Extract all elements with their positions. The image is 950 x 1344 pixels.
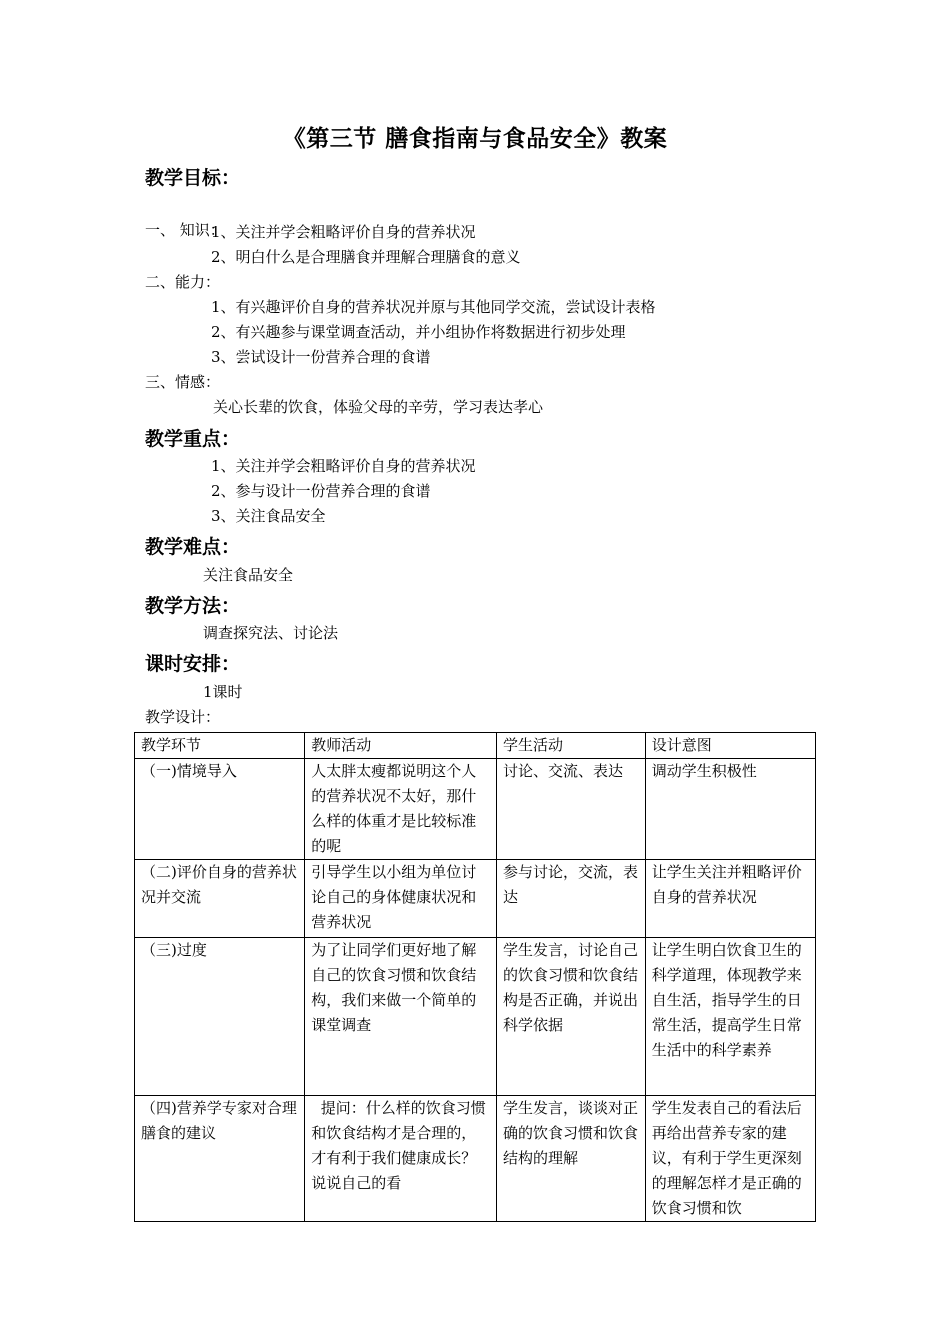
key-point-item: 3、关注食品安全 bbox=[211, 507, 326, 525]
table-cell: 提问：什么样的饮食习惯和饮食结构才是合理的，才有利于我们健康成长？说说自己的看 bbox=[305, 1096, 497, 1222]
table-cell: 让学生明白饮食卫生的科学道理，体现教学来自生活，指导学生的日常生活，提高学生日常生活中的科学素养 bbox=[645, 938, 815, 1096]
table-row bbox=[135, 860, 816, 938]
table-cell: （三)过度 bbox=[135, 938, 305, 1096]
methods-text: 调查探究法、讨论法 bbox=[203, 624, 339, 642]
table-cell: 参与讨论，交流，表达 bbox=[497, 860, 646, 938]
document-title: 《第三节 膳食指南与食品安全》教案 bbox=[282, 126, 668, 152]
table-cell: （二)评价自身的营养状况并交流 bbox=[135, 860, 305, 938]
table-cell: 讨论、交流、表达 bbox=[497, 759, 646, 860]
ability-item: 3、尝试设计一份营养合理的食谱 bbox=[211, 348, 431, 366]
key-point-item: 2、参与设计一份营养合理的食谱 bbox=[211, 482, 431, 500]
emotion-label: 三、情感： bbox=[145, 373, 221, 391]
design-label: 教学设计： bbox=[145, 708, 221, 726]
methods-heading: 教学方法： bbox=[145, 595, 241, 617]
difficulties-heading: 教学难点： bbox=[145, 536, 241, 558]
table-row bbox=[135, 938, 816, 1096]
table-cell: 学生发言，谈谈对正确的饮食习惯和饮食结构的理解 bbox=[497, 1096, 646, 1222]
table-cell: （四)营养学专家对合理膳食的建议 bbox=[135, 1096, 305, 1222]
ability-item: 2、有兴趣参与课堂调查活动，并小组协作将数据进行初步处理 bbox=[211, 323, 626, 341]
key-point-item: 1、关注并学会粗略评价自身的营养状况 bbox=[211, 457, 476, 475]
difficulties-text: 关注食品安全 bbox=[203, 566, 294, 584]
table-cell: 为了让同学们更好地了解自己的饮食习惯和饮食结构，我们来做一个简单的课堂调查 bbox=[305, 938, 497, 1096]
table-cell: 让学生关注并粗略评价自身的营养状况 bbox=[645, 860, 815, 938]
table-cell: 引导学生以小组为单位讨论自己的身体健康状况和营养状况 bbox=[305, 860, 497, 938]
schedule-text: 1课时 bbox=[203, 683, 243, 701]
table-cell: 学生发表自己的看法后再给出营养专家的建议，有利于学生更深刻的理解怎样才是正确的饮食习惯和饮 bbox=[645, 1096, 815, 1222]
table-cell: 人太胖太瘦都说明这个人的营养状况不太好，那什么样的体重才是比较标准的呢 bbox=[305, 759, 497, 860]
header-cell: 教师活动 bbox=[305, 733, 497, 759]
table-row bbox=[135, 1096, 816, 1222]
table-header-row bbox=[135, 733, 816, 759]
table-row bbox=[135, 759, 816, 860]
ability-label: 二、能力： bbox=[145, 273, 221, 291]
teaching-design-table bbox=[134, 732, 816, 1222]
table-cell: （一)情境导入 bbox=[135, 759, 305, 860]
knowledge-label: 一、 知识： bbox=[145, 221, 225, 239]
key-points-heading: 教学重点： bbox=[145, 428, 241, 450]
table-cell: 学生发言，讨论自己的饮食习惯和饮食结构是否正确，并说出科学依据 bbox=[497, 938, 646, 1096]
schedule-heading: 课时安排： bbox=[145, 653, 241, 675]
header-cell: 设计意图 bbox=[645, 733, 815, 759]
knowledge-item: 1、关注并学会粗略评价自身的营养状况 bbox=[211, 223, 476, 241]
table-cell: 调动学生积极性 bbox=[645, 759, 815, 860]
header-cell: 学生活动 bbox=[497, 733, 646, 759]
ability-item: 1、有兴趣评价自身的营养状况并原与其他同学交流，尝试设计表格 bbox=[211, 298, 656, 316]
emotion-text: 关心长辈的饮食，体验父母的辛劳，学习表达孝心 bbox=[213, 398, 544, 416]
objectives-heading: 教学目标： bbox=[145, 167, 241, 189]
header-cell: 教学环节 bbox=[135, 733, 305, 759]
knowledge-item: 2、明白什么是合理膳食并理解合理膳食的意义 bbox=[211, 248, 521, 266]
